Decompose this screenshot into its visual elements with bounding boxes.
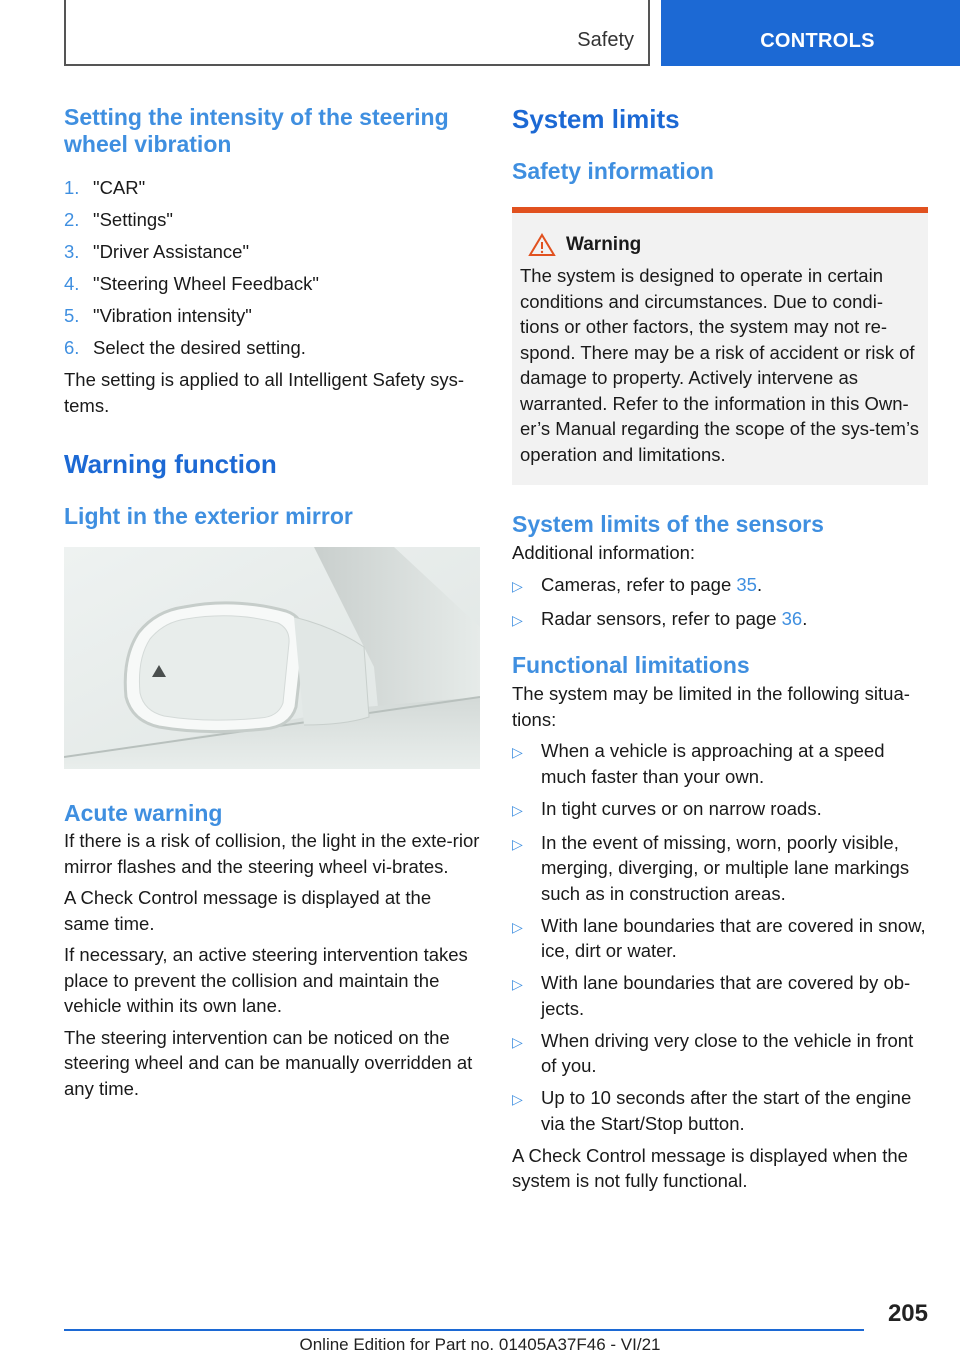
warning-box bbox=[512, 207, 928, 485]
triangle-bullet-icon: ▷ bbox=[512, 1091, 523, 1107]
closing-text: A Check Control message is displayed when the system is not fully functional. bbox=[512, 1144, 908, 1191]
triangle-bullet-icon: ▷ bbox=[512, 1033, 523, 1050]
system-limits-heading: System limits bbox=[512, 104, 680, 134]
step-item: 4. "Steering Wheel Feedback" bbox=[64, 273, 320, 294]
step-item: 2. "Settings" bbox=[64, 209, 173, 230]
functional-limitations-heading: Functional limitations bbox=[512, 652, 750, 678]
light-mirror-heading: Light in the exterior mirror bbox=[64, 503, 353, 529]
step-item: 6. Select the desired setting. bbox=[64, 337, 306, 358]
safety-information-heading: Safety information bbox=[512, 158, 714, 184]
acute-warning-heading: Acute warning bbox=[64, 800, 223, 826]
sensor-item: ▷ Cameras, refer to page 35. bbox=[512, 572, 928, 600]
footer-divider bbox=[64, 1329, 864, 1331]
limitation-item: ▷ Up to 10 seconds after the start of the engine via the Start/Stop button. bbox=[512, 1085, 928, 1136]
controls-tab[interactable] bbox=[661, 0, 960, 66]
limitation-item: ▷ In the event of missing, worn, poorly visible, merging, diverging, or multiple lane markings such as in construction areas. bbox=[512, 830, 928, 907]
limitations-list bbox=[512, 738, 928, 1136]
functional-intro: The system may be limited in the following situa-tions: bbox=[512, 683, 910, 730]
controls-tab-label: CONTROLS bbox=[760, 30, 875, 52]
intensity-heading: Setting the intensity of the steering wheel vibration bbox=[64, 104, 449, 157]
warning-title: Warning bbox=[566, 234, 642, 255]
acute-paragraph: The steering intervention can be noticed on the steering wheel and can be manually overridden at any time. bbox=[64, 1026, 473, 1099]
limitation-item: ▷ With lane boundaries that are covered in snow, ice, dirt or water. bbox=[512, 913, 928, 964]
triangle-bullet-icon: ▷ bbox=[512, 918, 523, 935]
warning-title-row bbox=[528, 233, 920, 257]
sensor-list bbox=[512, 572, 928, 634]
page-link-35[interactable]: 35 bbox=[736, 573, 757, 595]
acute-paragraph: If there is a risk of collision, the light in the exte-rior mirror flashes and the steering wheel vi-brates. bbox=[64, 830, 480, 877]
triangle-bullet-icon: ▷ bbox=[512, 976, 523, 992]
left-column bbox=[64, 100, 480, 1101]
step-item: 3. "Driver Assistance" bbox=[64, 241, 250, 262]
triangle-bullet-icon: ▷ bbox=[512, 577, 523, 594]
acute-paragraph: A Check Control message is displayed at the same time. bbox=[64, 887, 432, 934]
limitation-item: ▷ When driving very close to the vehicle in front of you. bbox=[512, 1028, 928, 1079]
triangle-bullet-icon: ▷ bbox=[512, 801, 523, 818]
sensors-intro: Additional information: bbox=[512, 542, 696, 563]
warning-triangle-icon bbox=[528, 233, 556, 257]
warning-text: The system is designed to operate in certain conditions and circumstances. Due to condi-tions or other factors, the system may not re-spond. There may be a risk of accident or risk of damage to property. Actively intervene as warranted. Refer to the information in this Own-er’s Manual regarding the scope of the sys-tem’s operation and limitations. bbox=[520, 265, 919, 465]
limitation-item: ▷ When a vehicle is approaching at a speed much faster than your own. bbox=[512, 738, 928, 789]
warning-function-heading: Warning function bbox=[64, 449, 277, 479]
edition-text: Online Edition for Part no. 01405A37F46 - VI/21 bbox=[299, 1335, 661, 1354]
page-link-36[interactable]: 36 bbox=[781, 607, 803, 629]
triangle-bullet-icon: ▷ bbox=[512, 744, 523, 760]
step-item: 5. "Vibration intensity" bbox=[64, 305, 252, 326]
section-title: Safety bbox=[577, 29, 634, 51]
steps-list bbox=[64, 175, 480, 361]
sensors-heading: System limits of the sensors bbox=[512, 511, 824, 537]
acute-paragraph: If necessary, an active steering intervention takes place to prevent the collision and maintain the vehicle within its own lane. bbox=[64, 944, 468, 1016]
right-column bbox=[512, 100, 928, 1194]
limitation-item: ▷ With lane boundaries that are covered by ob-jects. bbox=[512, 970, 928, 1021]
limitation-item: ▷ In tight curves or on narrow roads. bbox=[512, 796, 928, 824]
page-number: 205 bbox=[887, 1300, 928, 1327]
header-section-box bbox=[64, 0, 650, 66]
exterior-mirror-image bbox=[64, 547, 480, 769]
triangle-bullet-icon: ▷ bbox=[512, 835, 523, 852]
sensor-item: ▷ Radar sensors, refer to page 36. bbox=[512, 606, 928, 634]
applied-text: The setting is applied to all Intelligent Safety sys-tems. bbox=[64, 369, 465, 416]
triangle-bullet-icon: ▷ bbox=[512, 611, 523, 628]
step-item: 1. "CAR" bbox=[64, 177, 146, 198]
warning-body bbox=[512, 213, 928, 485]
